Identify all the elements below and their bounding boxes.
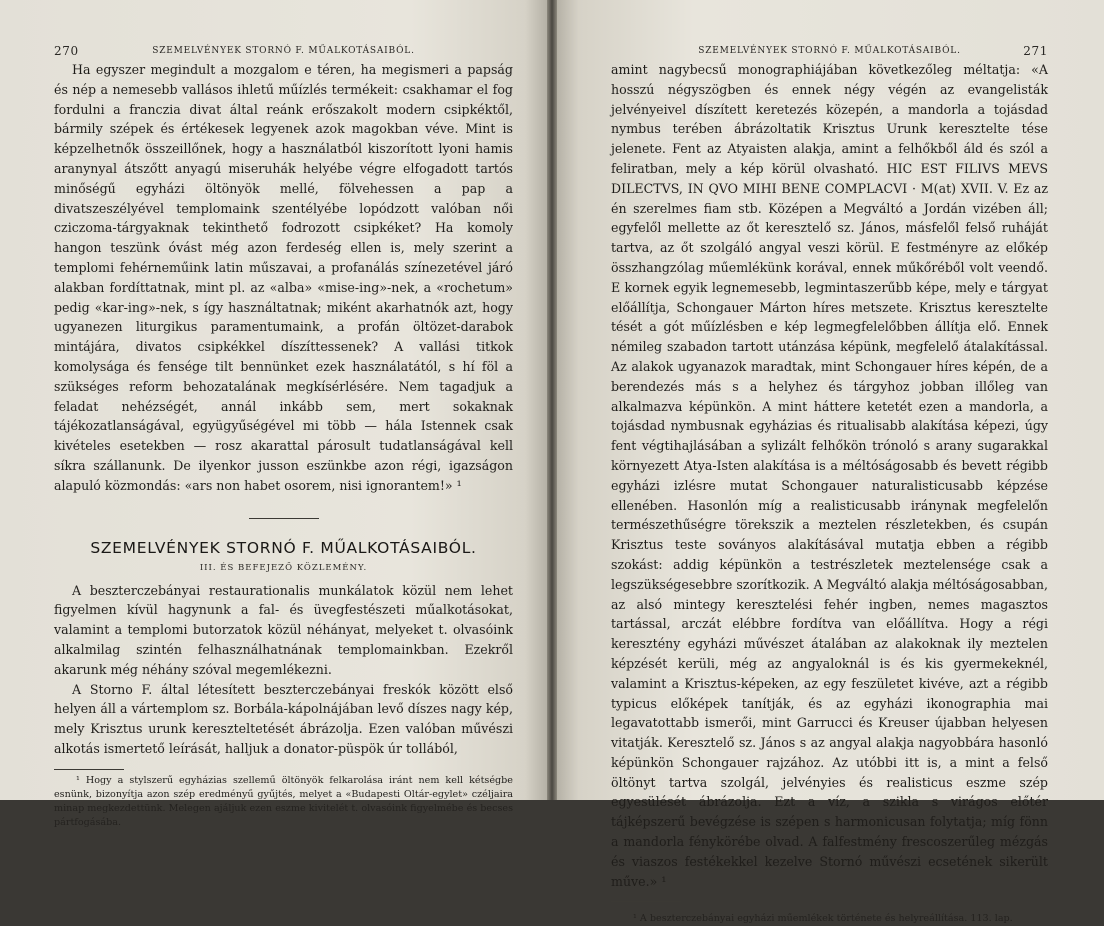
left-body bbox=[54, 60, 513, 496]
book-gutter bbox=[547, 0, 557, 800]
section-title: SZEMELVÉNYEK STORNÓ F. MŰALKOTÁSAIBÓL. bbox=[90, 538, 477, 557]
left-paragraph-1: Ha egyszer megindult a mozgalom e téren, ha megismeri a papság és nép a nemesebb vallásos ihletű műízlés termékeit: csakhamar el fog fordulni a franczia divat által reánk erőszakolt modern csipkéktől, bármily szépek és értékesek legyenek azok magokban véve. Mint is képzelhetnők összeillőnek, hogy a használatból kiszorított lyoni hamis aranynyal átszőtt anyagú miseruhák helyébe végre elfogadott tartós minőségű egyházi öltönyök mellé, fölvehessen a pap a divatszeszélyével templomaink szentélyébe lopódzott valóban női cziczoma-tárgyaknak tekinthető fodrozott csipkéket? Ha komoly hangon teszünk óvást még azon ferdeség ellen is, mely szerint a templomi fehérneműink latin műszavai, a profanálás színezetével járó alakban fordíttatnak, mint pl. az «alba» «mise-ing»-nek, a «rochetum» pedig «kar-ing»-nek, s így használtatnak; miként akarhatnók azt, hogy ugyanezen liturgikus paramentumaink, a profán öltözet-darabok mintájára, divatos csipkékkel díszíttessenek? A vallási titkok komolysága és fensége tilt bennünket ezek használatától, s hí föl a szükséges reform behozatalának megkísérlésére. Nem tagadjuk a feladat nehézségét, annál inkább sem, mert sokaknak tájékozatlanságával, együgyűségével mi több — hála Istennek csak kivételes esetekben — rosz akarattal párosult tudatlanságával kell síkra szállanunk. De ilyenkor jusson eszünkbe azon régi, igazságon alapuló közmondás: «ars non habet osorem, nisi ignorantem!» ¹ bbox=[54, 62, 513, 493]
left-paragraph-3: A Storno F. által létesített beszterczebányai freskók között első helyen áll a vártemplom sz. Borbála-kápolnájában levő díszes nagy kép, mely Krisztus urunk kereszteltetését ábrázolja. Ezen valóban művészi alkotás ismertető leírását, halljuk a donator-püspök úr tollából, bbox=[54, 681, 513, 756]
left-page bbox=[0, 0, 547, 828]
right-page-number: 271 bbox=[1023, 44, 1048, 58]
right-running-title: SZEMELVÉNYEK STORNÓ F. MŰALKOTÁSAIBÓL. bbox=[698, 46, 961, 56]
left-body-2 bbox=[54, 581, 513, 759]
left-footnote-text: ¹ Hogy a stylszerű egyházias szellemű öltönyök felkarolása iránt nem kell kétségbe esnünk, bizonyítja azon szép eredményű gyűjtés, melyet a «Budapesti Oltár-egylet» czéljaira minap megkezdettünk. Melegen ajáljuk ezen eszme kivitelét t. olvasóink figyelmébe és becses pártfogásába. bbox=[54, 774, 513, 828]
section-divider bbox=[249, 518, 319, 519]
right-footnote bbox=[611, 912, 1048, 926]
section-subtitle: III. ÉS BEFEJEZŐ KÖZLEMÉNY. bbox=[199, 562, 368, 573]
right-body bbox=[611, 60, 1048, 891]
left-footnote bbox=[54, 774, 513, 830]
right-paragraph-1: amint nagybecsű monographiájában következőleg méltatja: «A hosszú négyszögben és ennek négy végén az evangelisták jelvényeivel díszített keretezés közepén, a mandorla a tojásdad nymbus terében ábrázoltatik Krisztus Urunk keresztelte tése jelenete. Fent az Atyaisten alakja, amint a felhőkből áld és szól a feliratban, mely a kép körül olvasható. HIC EST FILIVS MEVS DILECTVS, IN QVO MIHI BENE COMPLACVI · M(at) XVII. V. Ez az én szerelmes fiam stb. Középen a Megváltó a Jordán vizében áll; egyfelől mellette az őt keresztelő sz. János, másfelől felső ruháját tartva, az őt szolgáló angyal veszi körül. E festményre az előkép összhangzólag műemlékünk korával, ennek műkőréből volt veendő. E kornek egyik legnemesebb, legmintaszerűbb képe, mely e tárgyat előállítja, Schongauer Márton híres metszete. Krisztus keresztelte tését a gót műízlésben e kép legmegfelelőbben állítja elő. Ennek némileg szabadon tartott utánzása képünk, megfelelő átalakítással. Az alakok ugyanazok maradtak, mint Schongauer híres képén, de a berendezés más s a helyhez és tárgyhoz jobban illőleg van alkalmazva képünkön. A mint háttere ketetét ezen a mandorla, a tojásdad nymbusnak egyházias és ritualisabb alakítása képezi, úgy fent végtihajlásában a sylizált felhőkön trónoló s arany sugarakkal környezett Atya-Isten alakítása is a méltóságosabb és bevett régibb egyházi izlésre mutat Schongauer naturalisticusabb képzése ellenében. Hasonlón míg a realisticusabb iránynak megfelelőn természethűségre törekszik a meztelen részletekben, és csupán Krisztus teste soványos alakításával mutatja ebben a régibb szokást: addig képünkön a testrészletek meztelensége csak a legszükségesebbre szorítkozik. A Megváltó alakja méltóságosabban, az alsó mintegy keresztelési fehér ingben, nemes magasztos tartással, arczát elébbre fordítva van előállítva. Hogy a régi keresztény egyházi művészet átalában az alakoknak ily meztelen képzését kerüli, még az angyaloknál is és kis gyermekeknél, valamint a Krisztus-képeken, az egy feszületet kivéve, azt a régibb typicus előképek tanítják, és az egyházi ikonographia mai legavatottabb ismerői, mint Garrucci és Kreuser újabban helyesen vitatják. Keresztelő sz. János s az angyal alakja nagyobbára hasonló képünkön Schongauer rajzához. Az utóbbi itt is, a mint a felső öltönyt tartva szolgál, jelvényies és realisticus eszme szép egyesülését ábrázolja. Ezt a víz, a szikla s virágos előtér tájképszerű bevégzése is szépen s harmonicusan folytatja; míg fönn a mandorla fénykörébe olvad. A falfestmény frescoszerűleg mézgás és viaszos festékekkel kezelve Stornó művészi ecsetének sikerült műve.» ¹ bbox=[611, 62, 1048, 889]
left-running-title: SZEMELVÉNYEK STORNÓ F. MŰALKOTÁSAIBÓL. bbox=[152, 46, 415, 56]
left-running-head bbox=[54, 42, 513, 60]
left-footnote-rule bbox=[54, 769, 124, 770]
left-page-number: 270 bbox=[54, 44, 79, 58]
right-page bbox=[557, 0, 1104, 925]
right-footnote-text: ¹ A beszterczebányai egyházi műemlékek története és helyreállítása. 113. lap. bbox=[633, 913, 1013, 925]
right-running-head bbox=[611, 42, 1048, 60]
right-footnote-rule bbox=[611, 901, 681, 902]
left-paragraph-2: A beszterczebányai restaurationalis munkálatok közül nem lehet figyelmen kívül hagynunk a fal- és üvegfestészeti műalkotásokat, valamint a templomi butorzatok közül néhányat, melyeket t. olvasóink alkalmilag szintén felhasználhatnának templomainkban. Ezekről akarunk még néhány szóval megemlékezni. bbox=[54, 582, 513, 677]
